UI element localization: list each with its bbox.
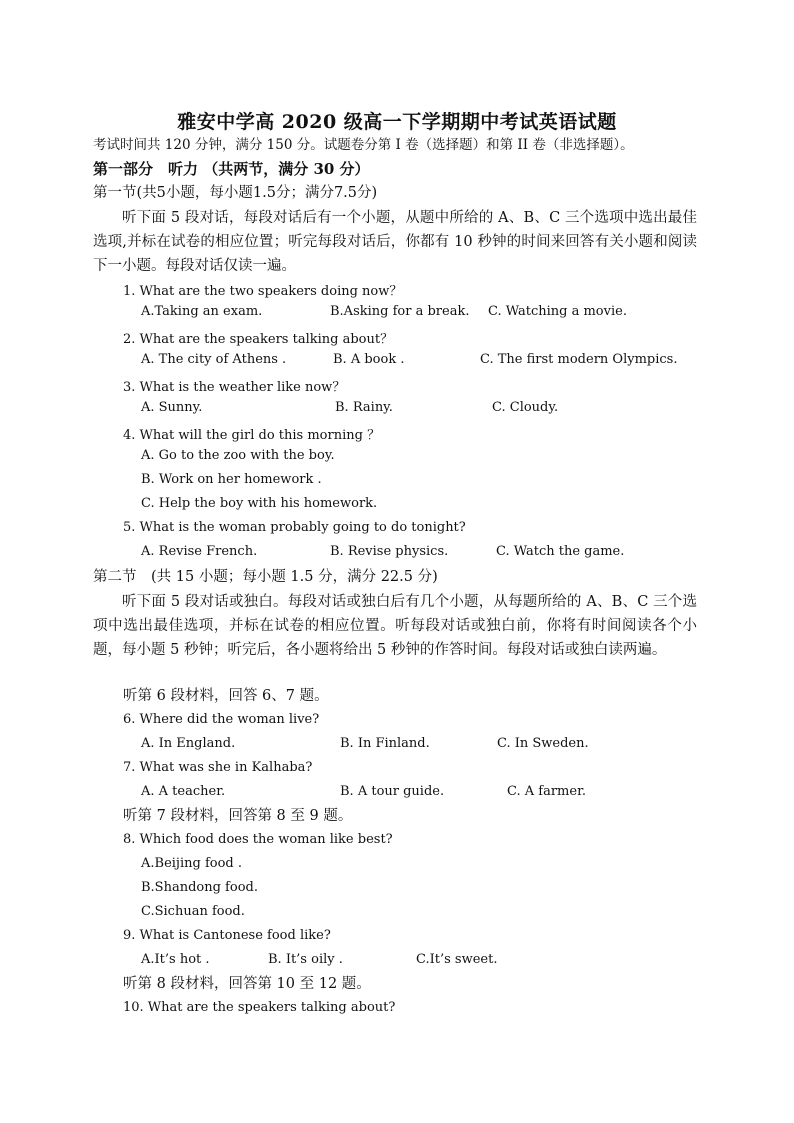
question-7-option-c: C. A farmer. [507,784,586,799]
question-3-option-c: C. Cloudy. [492,400,559,415]
section2-instructions: 听下面 5 段对话或独白。每段对话或独白后有几个小题，从每题所给的 A、B、C 三个选项中选出最佳选项，并标在试卷的相应位置。听每段对话或独白前，你将有时间阅读各个小题，每小题 5 秒钟；听完后，各小题将给出 5 秒钟的作答时间。每段对话或独白读两遍。 [93,594,697,658]
question-8-option-a: A.Beijing food . [141,856,242,871]
question-7-option-b: B. A tour guide. [340,784,445,799]
question-5-option-b: B. Revise physics. [330,544,449,559]
question-8-option-b: B.Shandong food. [141,880,258,895]
question-1-stem: 1. What are the two speakers doing now？ [123,284,403,299]
section1-heading: 第一节(共5小题，每小题1.5分；满分7.5分) [93,185,378,201]
material-8-note: 听第 8 段材料，回答第 10 至 12 题。 [123,976,371,992]
question-9-stem: 9. What is Cantonese food like? [123,928,331,943]
exam-info: 考试时间共 120 分钟，满分 150 分。试题卷分第 I 卷（选择题）和第 II 卷（非选择题）。 [93,137,634,153]
question-4-option-c: C. Help the boy with his homework. [141,496,378,511]
question-5-option-c: C. Watch the game. [496,544,625,559]
part1-heading: 第一部分 听力 （共两节，满分 30 分） [93,160,370,178]
question-1-option-b: B.Asking for a break. [330,304,470,319]
question-3-option-a: A. Sunny. [141,400,203,415]
question-2-option-a: A. The city of Athens . [141,352,287,367]
exam-title: 雅安中学高 2020 级高一下学期期中考试英语试题 [177,111,617,133]
question-3-option-b: B. Rainy. [335,400,393,415]
question-9-option-b: B. It’s oily . [268,952,343,967]
question-1-option-c: C. Watching a movie. [488,304,627,319]
question-6-stem: 6. Where did the woman live? [123,712,320,727]
question-8-option-c: C.Sichuan food. [141,904,245,919]
question-5-stem: 5. What is the woman probably going to do tonight? [123,520,466,535]
question-3-stem: 3. What is the weather like now？ [123,380,346,395]
question-4-option-a: A. Go to the zoo with the boy. [141,448,335,463]
question-9-option-a: A.It’s hot . [141,952,210,967]
question-4-option-b: B. Work on her homework . [141,472,322,487]
question-6-option-a: A. In England. [141,736,236,751]
section1-instructions: 听下面 5 段对话，每段对话后有一个小题，从题中所给的 A、B、C 三个选项中选出最佳选项,并标在试卷的相应位置；听完每段对话后，你都有 10 秒钟的时间来回答有关小题和阅读下一小题。每段对话仅读一遍。 [93,210,697,274]
question-10-stem: 10. What are the speakers talking about? [123,1000,396,1015]
question-1-option-a: A.Taking an exam. [141,304,263,319]
material-7-note: 听第 7 段材料，回答第 8 至 9 题。 [123,808,353,824]
question-2-option-b: B. A book . [333,352,405,367]
question-9-option-c: C.It’s sweet. [416,952,498,967]
question-4-stem: 4. What will the girl do this morning ？ [123,428,381,443]
material-6-note: 听第 6 段材料，回答 6、7 题。 [123,688,329,704]
question-6-option-c: C. In Sweden. [497,736,589,751]
question-6-option-b: B. In Finland. [340,736,430,751]
question-7-stem: 7. What was she in Kalhaba? [123,760,313,775]
question-2-option-c: C. The first modern Olympics. [480,352,678,367]
section2-heading: 第二节 (共 15 小题；每小题 1.5 分，满分 22.5 分) [93,569,438,585]
question-2-stem: 2. What are the speakers talking about？ [123,332,394,347]
question-7-option-a: A. A teacher. [141,784,226,799]
question-8-stem: 8. Which food does the woman like best? [123,832,393,847]
question-5-option-a: A. Revise French. [141,544,258,559]
